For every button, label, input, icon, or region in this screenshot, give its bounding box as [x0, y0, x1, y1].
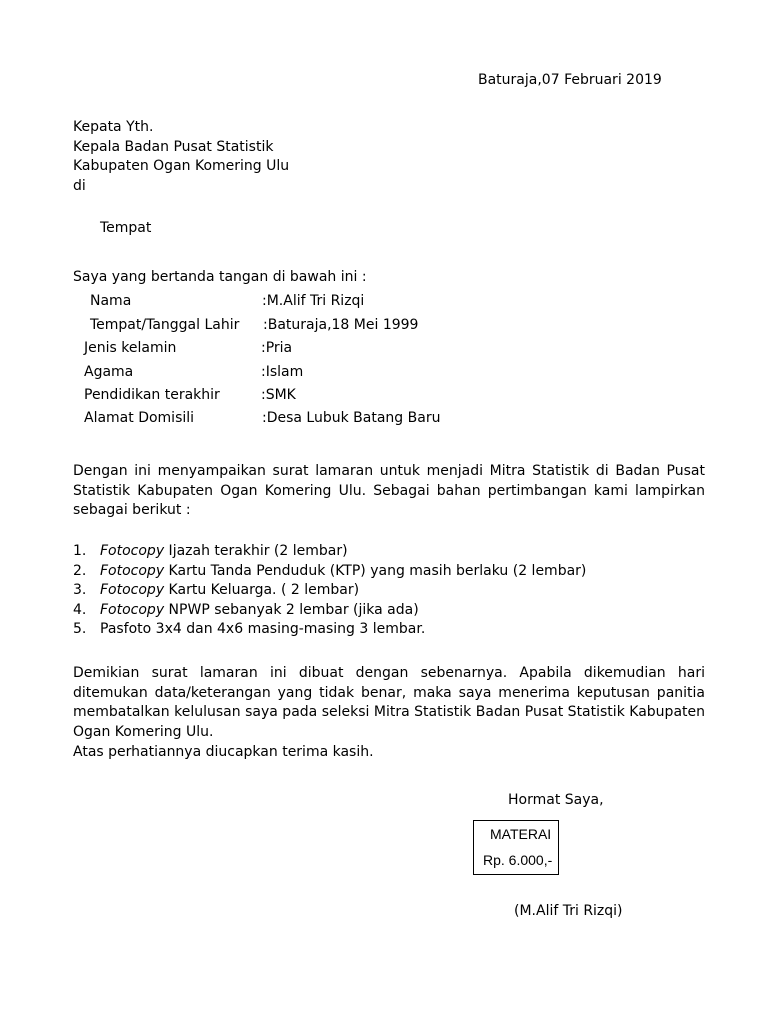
field-value-religion: :Islam — [261, 364, 304, 380]
list-detail: Kartu Tanda Penduduk (KTP) yang masih berlaku (2 lembar) — [164, 562, 587, 579]
intro-text: Saya yang bertanda tangan di bawah ini : — [73, 269, 367, 285]
field-label-ttl: Tempat/Tanggal Lahir — [90, 317, 240, 333]
list-text — [100, 601, 419, 621]
stamp-value: Rp. 6.000,- — [483, 852, 553, 868]
list-number: 2. — [73, 562, 87, 579]
list-italic: Fotocopy — [100, 601, 165, 618]
list-detail: Pasfoto 3x4 dan 4x6 masing-masing 3 lembar. — [100, 621, 426, 637]
thanks-text: Atas perhatiannya diucapkan terima kasih. — [73, 744, 374, 760]
field-label-religion: Agama — [84, 364, 134, 380]
recipient-line: Kabupaten Ogan Komering Ulu — [73, 158, 290, 174]
field-value-nama: :M.Alif Tri Rizqi — [262, 293, 365, 309]
materai-stamp-box — [473, 820, 559, 875]
recipient-block — [73, 118, 289, 196]
body-paragraph: Dengan ini menyampaikan surat lamaran untuk menjadi Mitra Statistik di Badan Pusat Statistik Kabupaten Ogan Komering Ulu. Sebagai bahan pertimbangan kami lampirkan sebagai berikut : — [73, 463, 705, 518]
list-text — [100, 620, 425, 640]
place-date: Baturaja,07 Februari 2019 — [478, 72, 662, 88]
list-number: 5. — [73, 621, 87, 637]
list-text — [100, 562, 586, 582]
field-label-address: Alamat Domisili — [84, 410, 195, 426]
field-value-education: :SMK — [261, 387, 296, 403]
field-value-gender: :Pria — [261, 340, 293, 356]
recipient-line: di — [73, 177, 86, 194]
field-value-address: :Desa Lubuk Batang Baru — [262, 410, 441, 426]
list-detail: Kartu Keluarga. ( 2 lembar) — [164, 582, 360, 598]
field-label-education: Pendidikan terakhir — [84, 387, 220, 403]
list-italic: Fotocopy — [100, 582, 165, 598]
list-number: 3. — [73, 582, 87, 598]
list-italic: Fotocopy — [100, 562, 165, 579]
list-detail: Ijazah terakhir (2 lembar) — [164, 543, 348, 559]
field-value-ttl: :Baturaja,18 Mei 1999 — [263, 317, 419, 333]
closing-paragraph: Demikian surat lamaran ini dibuat dengan sebenarnya. Apabila dikemudian hari ditemukan data/keterangan yang tidak benar, maka saya menerima keputusan panitia membatalkan kelulusan saya pada seleksi Mitra Statistik Badan Pusat Statistik Kabupaten Ogan Komering Ulu. — [73, 665, 705, 740]
signer-name: (M.Alif Tri Rizqi) — [514, 903, 623, 919]
recipient-line: Kepala Badan Pusat Statistik — [73, 138, 274, 155]
list-italic: Fotocopy — [100, 543, 165, 559]
list-detail: NPWP sebanyak 2 lembar (jika ada) — [164, 601, 419, 618]
list-text — [100, 581, 359, 601]
regards-text: Hormat Saya, — [508, 792, 604, 808]
recipient-place: Tempat — [100, 220, 152, 236]
field-label-gender: Jenis kelamin — [84, 340, 177, 356]
recipient-line: Kepata Yth. — [73, 119, 154, 135]
list-text — [100, 542, 348, 562]
stamp-label: MATERAI — [490, 826, 552, 842]
list-number: 4. — [73, 601, 87, 618]
list-number: 1. — [73, 543, 87, 559]
field-label-nama: Nama — [90, 293, 132, 309]
